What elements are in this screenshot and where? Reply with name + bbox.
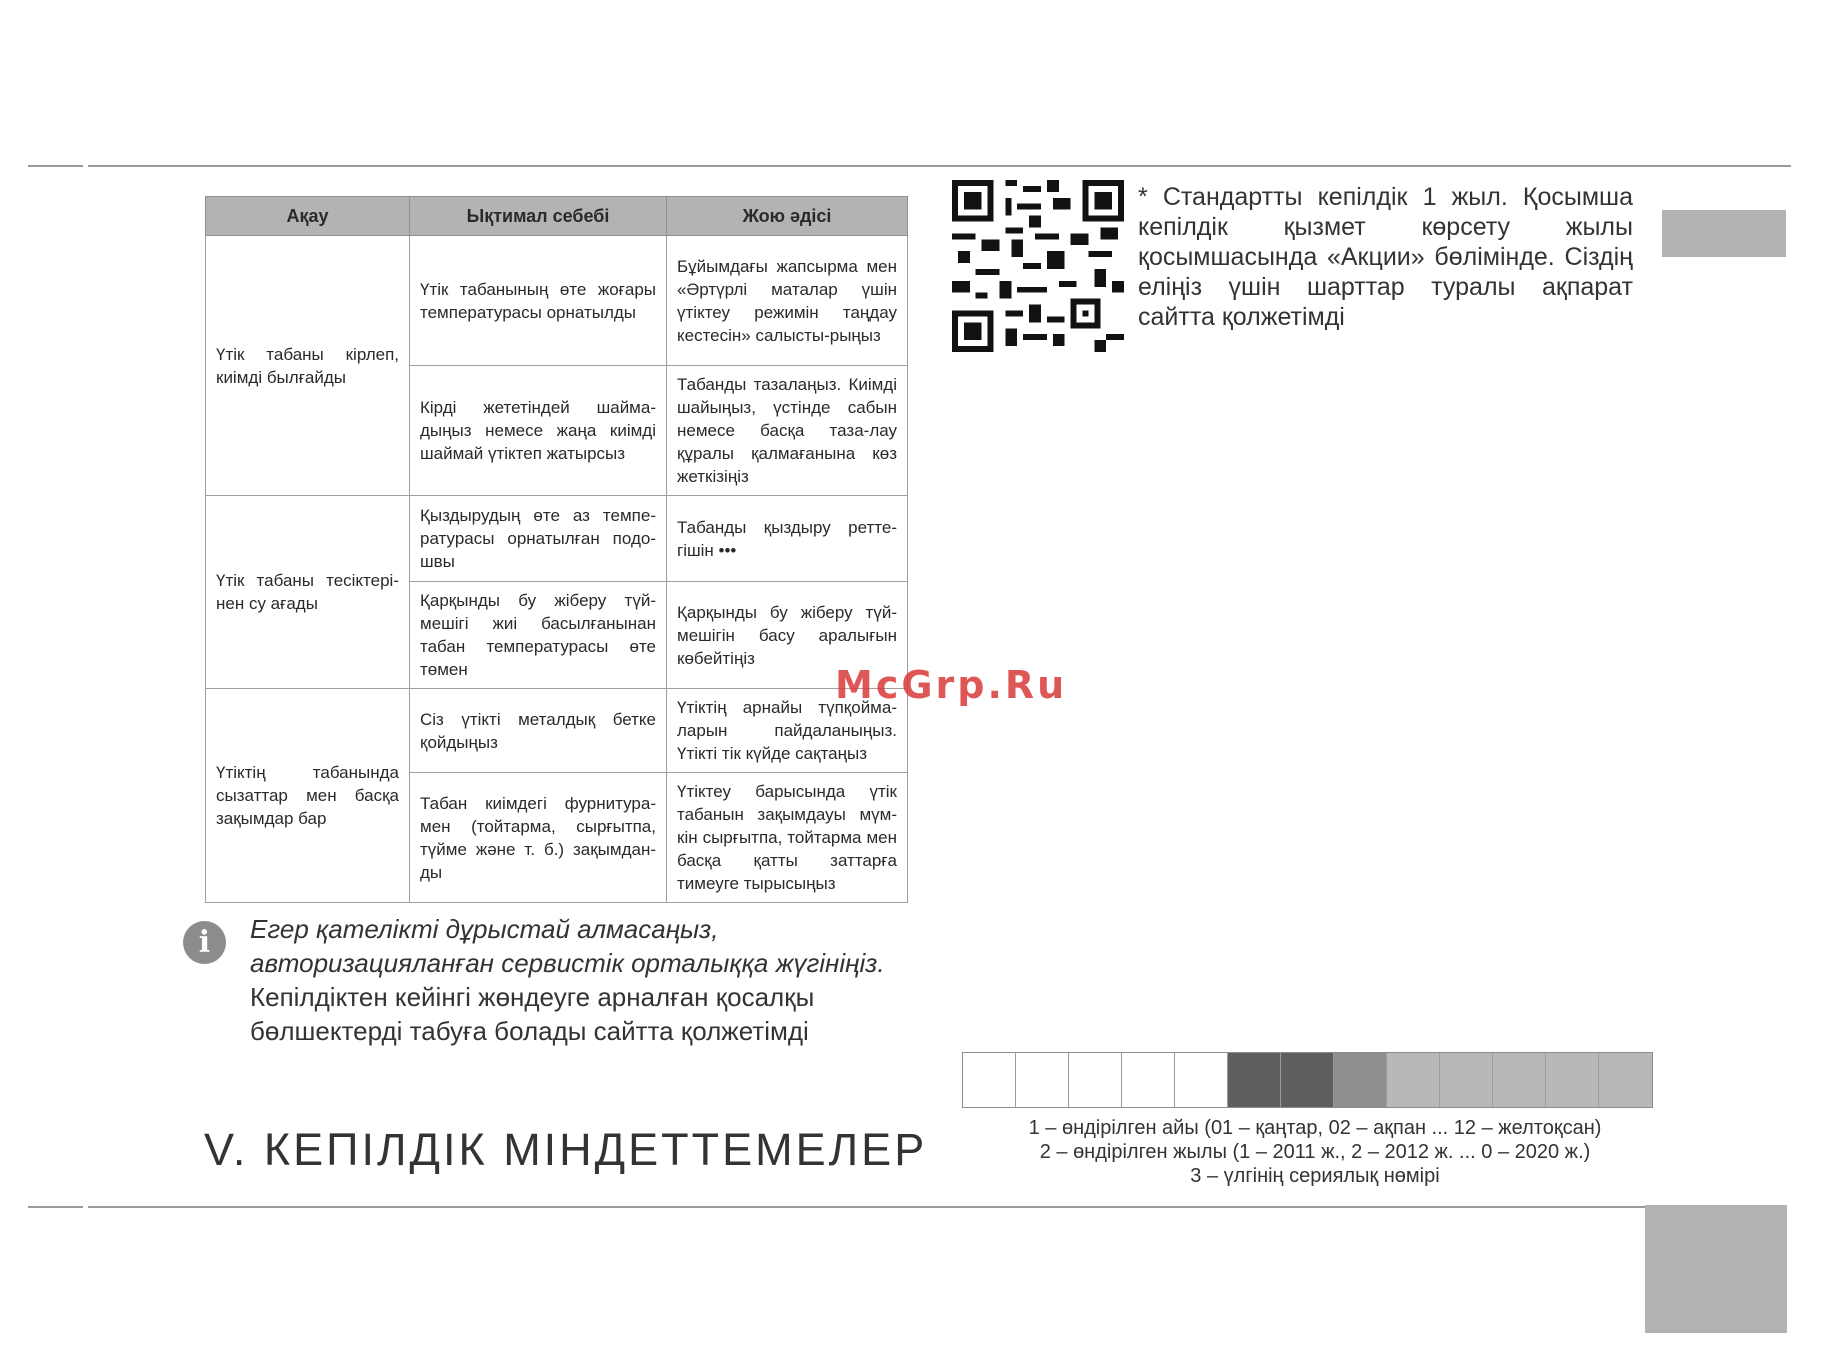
- top-rule-left: [28, 165, 83, 167]
- serial-cell: [1440, 1053, 1493, 1107]
- fix-cell: Табанды тазалаңыз. Киімді шайыңыз, үстінде сабын немесе басқа таза-лау құралы қалмағанына көз жеткізіңіз: [667, 366, 908, 496]
- fix-cell: Бұйымдағы жапсырма мен «Әртүрлі маталар үшін үтіктеу режимін таңдау кестесін» салысты-рыңыз: [667, 236, 908, 366]
- table-row: [206, 689, 908, 773]
- serial-cell: [1228, 1053, 1281, 1107]
- header-fault: Ақау: [206, 197, 410, 236]
- legend-line: 2 – өндірілген жылы (1 – 2011 ж., 2 – 2012 ж. ... 0 – 2020 ж.): [1039, 1141, 1591, 1163]
- serial-cell: [1546, 1053, 1599, 1107]
- info-note: [250, 912, 930, 1048]
- fix-cell: Қарқынды бу жіберу түй-мешігін басу аралығын көбейтіңіз: [667, 582, 908, 689]
- serial-number-grid: [962, 1052, 1653, 1108]
- bottom-rule: [88, 1206, 1648, 1208]
- troubleshooting-table: [205, 196, 908, 903]
- cause-cell: Қыздырудың өте аз темпе-ратурасы орнатылған подо-швы: [410, 496, 667, 582]
- serial-cell: [1175, 1053, 1228, 1107]
- top-rule: [88, 165, 1791, 167]
- serial-cell: [963, 1053, 1016, 1107]
- note-plain-text: Кепілдіктен кейінгі жөндеуге арналған қосалқы бөлшектерді табуға болады сайтта қолжетімді: [250, 982, 815, 1046]
- note-italic-text: Егер қателікті дұрыстай алмасаңыз, авторизацияланған сервистік орталыққа жүгініңіз.: [250, 914, 885, 978]
- bottom-rule-left: [28, 1206, 83, 1208]
- qr-code-icon: [952, 180, 1124, 352]
- serial-cell: [1334, 1053, 1387, 1107]
- table-row: [206, 236, 908, 366]
- serial-cell: [1599, 1053, 1652, 1107]
- cause-cell: Үтік табанының өте жоғары температурасы орнатылды: [410, 236, 667, 366]
- warranty-text: * Стандартты кепілдік 1 жыл. Қосымша кепілдік қызмет көрсету жылы қосымшасында «Акции» бөлімінде. Сіздің еліңіз үшін шарттар туралы ақпарат сайтта қолжетімді: [1138, 183, 1633, 331]
- header-cause: Ықтимал себебі: [410, 197, 667, 236]
- watermark: McGrp.Ru: [835, 663, 1068, 707]
- info-icon: i: [183, 921, 226, 964]
- fault-cell: Үтіктің табанында сызаттар мен басқа зақымдар бар: [206, 689, 410, 903]
- cause-cell: Табан киімдегі фурнитура-мен (тойтарма, сырғытпа, түйме және т. б.) зақымдан-ды: [410, 773, 667, 903]
- side-tab-bottom: [1645, 1205, 1787, 1333]
- legend-line: 1 – өндірілген айы (01 – қаңтар, 02 – ақпан ... 12 – желтоқсан): [1028, 1117, 1602, 1139]
- serial-cell: [1016, 1053, 1069, 1107]
- serial-cell: [1069, 1053, 1122, 1107]
- header-fix: Жою әдісі: [667, 197, 908, 236]
- fix-cell: Үтіктің арнайы түпқойма-ларын пайдаланыңыз. Үтікті тік күйде сақтаңыз: [667, 689, 908, 773]
- side-tab-top: [1662, 210, 1786, 257]
- serial-cell: [1493, 1053, 1546, 1107]
- fault-cell: Үтік табаны кірлеп, киімді былғайды: [206, 236, 410, 496]
- fault-cell: Үтік табаны тесіктері-нен су ағады: [206, 496, 410, 689]
- fix-cell: Табанды қыздыру ретте-гішін •••: [667, 496, 908, 582]
- legend-line: 3 – үлгінің сериялық нөмірі: [1190, 1165, 1440, 1187]
- table-row: [206, 496, 908, 582]
- serial-cell: [1281, 1053, 1334, 1107]
- serial-legend: [962, 1116, 1668, 1188]
- fix-cell: Үтіктеу барысында үтік табанын зақымдауы мүм-кін сырғытпа, тойтарма мен басқа қатты заттарға тимеуге тырысыңыз: [667, 773, 908, 903]
- table-header-row: [206, 197, 908, 236]
- cause-cell: Сіз үтікті металдық бетке қойдыңыз: [410, 689, 667, 773]
- serial-cell: [1387, 1053, 1440, 1107]
- section-title: V. КЕПІЛДІК МІНДЕТТЕМЕЛЕР: [204, 1124, 928, 1175]
- cause-cell: Қарқынды бу жіберу түй-мешігі жиі басылғанынан табан температурасы өте төмен: [410, 582, 667, 689]
- serial-cell: [1122, 1053, 1175, 1107]
- cause-cell: Кірді жететіндей шайма-дыңыз немесе жаңа киімді шаймай үтіктеп жатырсыз: [410, 366, 667, 496]
